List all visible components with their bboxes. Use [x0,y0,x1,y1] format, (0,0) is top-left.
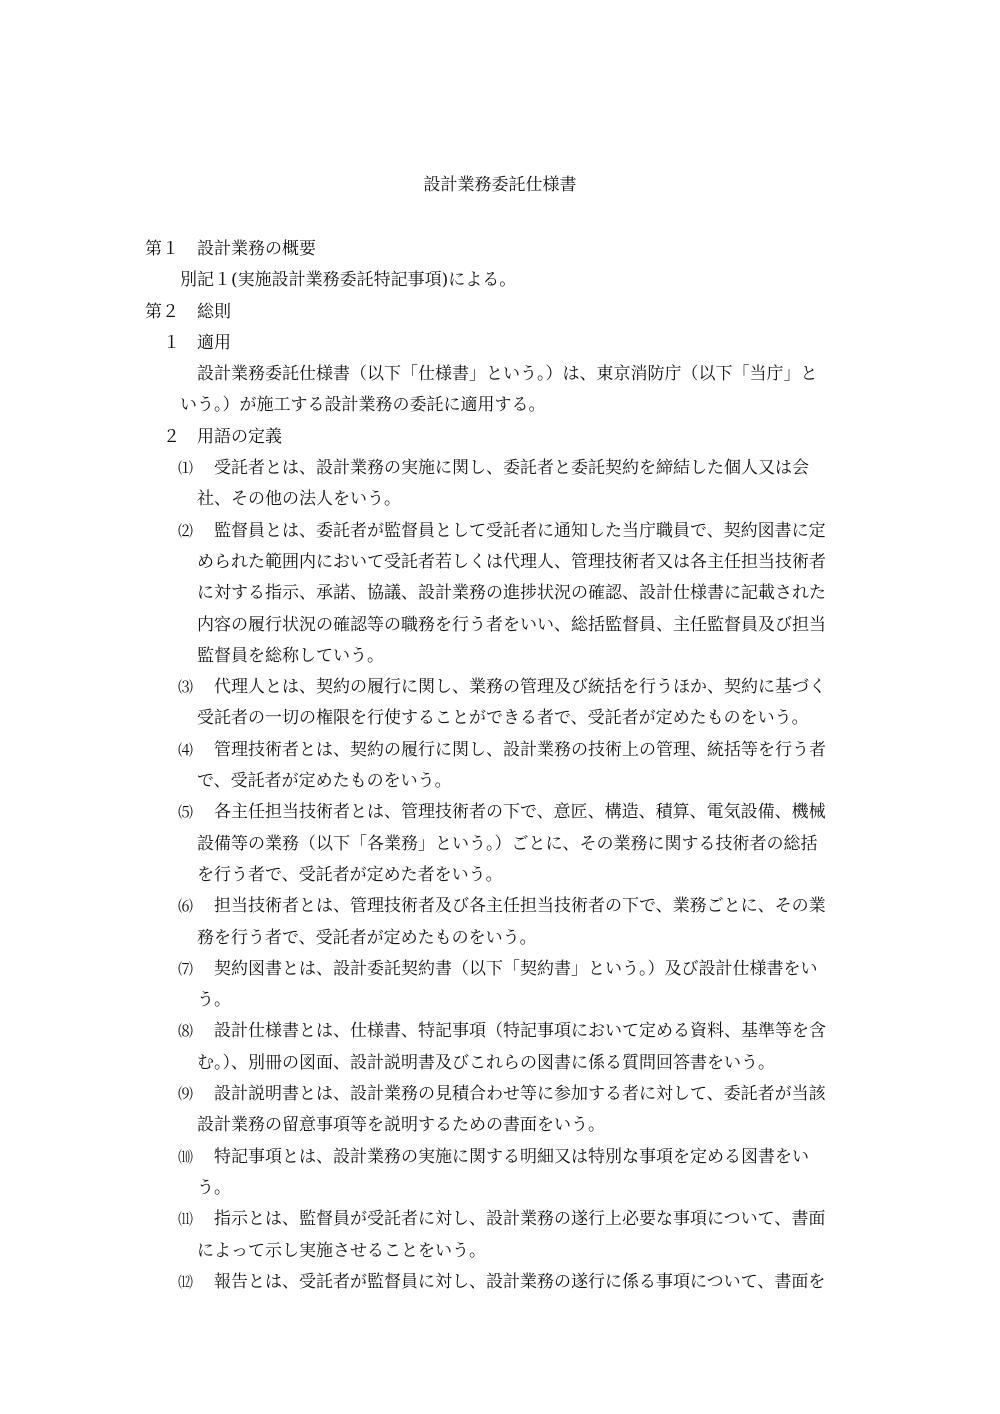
definition-line [0,985,1000,1016]
definition-text: 内容の履行状況の確認等の職務を行う者をいい、総括監督員、主任監督員及び担当 [197,614,826,635]
definition-marker: ⑵ [178,521,194,540]
section-1-number: 第１ [145,239,179,259]
definition-text: を行う者で、受託者が定めた者をいう。 [197,864,503,885]
definition-text: 代理人とは、契約の履行に関し、業務の管理及び統括を行うほか、契約に基づく [214,677,826,698]
definition-text: 担当技術者とは、管理技術者及び各主任担当技術者の下で、業務ごとに、その業 [214,896,826,917]
definition-marker: ⑴ [178,459,194,478]
definition-line [0,1110,1000,1141]
section-2-number: 第２ [145,301,179,322]
definition-line [0,923,1000,954]
definition-line [0,829,1000,860]
definition-text: められた範囲内において受託者若しくは代理人、管理技術者又は各主任担当技術者 [197,551,826,572]
definition-text: う。 [197,1177,231,1198]
definition-text: 設備等の業務（以下「各業務」という。）ごとに、その業務に関する技術者の総括 [197,833,818,854]
definition-text: む。）、別冊の図面、設計説明書及びこれらの図書に係る質問回答書をいう。 [197,1052,775,1073]
definition-line [0,453,1000,484]
definition-line [0,860,1000,891]
item-1-number: １ [163,332,180,353]
item-2-heading [0,422,1000,453]
definition-line [0,1016,1000,1047]
item-1-line [0,390,1000,421]
definition-line [0,516,1000,547]
definition-text: 設計業務の留意事項等を説明するための書面をいう。 [197,1115,605,1136]
definition-line [0,1048,1000,1079]
item-1-title: 適用 [197,332,231,353]
definition-marker: ⑽ [178,1147,194,1166]
item-1-text: いう。）が施工する設計業務の委託に適用する。 [180,395,546,416]
definition-line [0,703,1000,734]
definition-line [0,578,1000,609]
definition-text: に対する指示、承諾、協議、設計業務の進捗状況の確認、設計仕様書に記載された [197,583,826,604]
definition-text: 管理技術者とは、契約の履行に関し、設計業務の技術上の管理、統括等を行う者 [214,739,826,760]
definition-marker: ⑹ [178,897,194,916]
definition-marker: ⑺ [178,959,194,978]
section-1-text: 別記１(実施設計業務委託特記事項)による。 [180,270,517,291]
definition-marker: ⑷ [178,740,194,759]
definition-text: 監督員を総称していう。 [197,645,384,666]
definition-text: 指示とは、監督員が受託者に対し、設計業務の遂行上必要な事項について、書面 [214,1209,826,1230]
definition-line [0,1173,1000,1204]
item-1-heading [0,328,1000,359]
item-1-line [0,359,1000,390]
definition-marker: ⑼ [178,1085,194,1104]
definition-line [0,735,1000,766]
definition-text: 監督員とは、委託者が監督員として受託者に通知した当庁職員で、契約図書に定 [214,520,826,541]
definition-line [0,641,1000,672]
section-2-title: 総則 [197,301,231,322]
definition-text: う。 [197,990,231,1011]
definition-text: 受託者とは、設計業務の実施に関し、委託者と委託契約を締結した個人又は会 [214,458,809,479]
definition-text: 務を行う者で、受託者が定めたものをいう。 [197,927,537,948]
definition-line [0,1236,1000,1267]
definition-text: で、受託者が定めたものをいう。 [197,771,452,792]
definition-line [0,547,1000,578]
definition-text: 受託者の一切の権限を行使することができる者で、受託者が定めたものをいう。 [197,708,809,729]
definition-line [0,610,1000,641]
document-title: 設計業務委託仕様書 [423,175,577,195]
definition-marker: ⑿ [178,1272,194,1291]
definition-line [0,797,1000,828]
definition-text: 設計仕様書とは、仕様書、特記事項（特記事項において定める資料、基準等を含 [214,1021,826,1042]
definition-line [0,891,1000,922]
definition-text: 契約図書とは、設計委託契約書（以下「契約書」という。）及び設計仕様書をい [214,958,818,979]
item-2-title: 用語の定義 [197,426,282,447]
item-1-text: 設計業務委託仕様書（以下「仕様書」という。）は、東京消防庁（以下「当庁」と [197,364,818,385]
section-2-heading [0,297,1000,328]
definition-text: 各主任担当技術者とは、管理技術者の下で、意匠、構造、積算、電気設備、機械 [214,802,826,823]
definition-line [0,1267,1000,1298]
definition-marker: ⑻ [178,1022,194,1041]
section-1-title: 設計業務の概要 [197,239,316,259]
definition-line [0,484,1000,515]
definition-marker: ⑶ [178,678,194,697]
definition-line [0,766,1000,797]
definition-text: によって示し実施させることをいう。 [197,1240,486,1261]
definition-text: 特記事項とは、設計業務の実施に関する明細又は特別な事項を定める図書をい [214,1146,809,1167]
definition-line [0,1142,1000,1173]
definition-text: 報告とは、受託者が監督員に対し、設計業務の遂行に係る事項について、書面を [214,1271,826,1292]
section-1-heading [0,234,1000,265]
section-1-body [0,265,1000,296]
definition-line [0,672,1000,703]
definition-marker: ⑾ [178,1210,194,1229]
definition-line [0,1079,1000,1110]
definition-marker: ⑸ [178,803,194,822]
definition-text: 設計説明書とは、設計業務の見積合わせ等に参加する者に対して、委託者が当該 [214,1084,826,1105]
item-2-number: ２ [163,426,180,447]
definition-line [0,1204,1000,1235]
definition-text: 社、その他の法人をいう。 [197,489,401,510]
definition-line [0,954,1000,985]
